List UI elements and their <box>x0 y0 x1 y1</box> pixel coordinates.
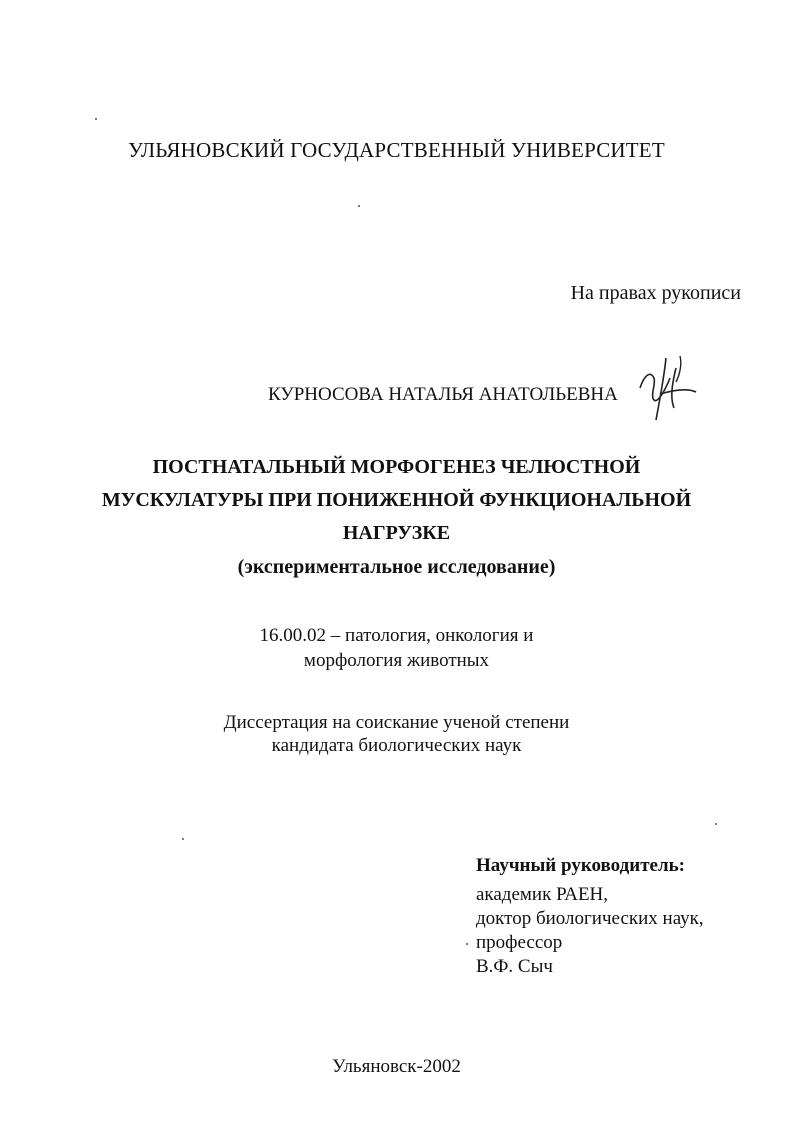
title-line-3: НАГРУЗКЕ <box>342 522 451 544</box>
scan-speck <box>466 943 468 945</box>
university-name: УЛЬЯНОВСКИЙ ГОСУДАРСТВЕННЫЙ УНИВЕРСИТЕТ <box>128 138 665 162</box>
subtitle: (экспериментальное исследование) <box>237 556 556 578</box>
specialty-line-1: 16.00.02 – патология, онкология и <box>259 625 534 646</box>
scan-speck <box>358 205 360 207</box>
title-line-2: МУСКУЛАТУРЫ ПРИ ПОНИЖЕННОЙ ФУНКЦИОНАЛЬНОЙ <box>101 489 692 511</box>
author-name: КУРНОСОВА НАТАЛЬЯ АНАТОЛЬЕВНА <box>268 384 618 405</box>
supervisor-name: В.Ф. Сыч <box>476 956 553 977</box>
supervisor-line-2: доктор биологических наук, <box>476 908 704 929</box>
manuscript-rights-note: На правах рукописи <box>570 282 741 304</box>
title-line-1: ПОСТНАТАЛЬНЫЙ МОРФОГЕНЕЗ ЧЕЛЮСТНОЙ <box>152 456 641 478</box>
supervisor-heading: Научный руководитель: <box>476 855 685 876</box>
scan-speck <box>715 823 717 825</box>
scan-speck <box>182 838 184 840</box>
scan-speck <box>95 118 97 120</box>
handwritten-signature <box>630 348 710 428</box>
city-year: Ульяновск-2002 <box>332 1056 461 1077</box>
supervisor-line-1: академик РАЕН, <box>476 884 609 905</box>
dissertation-line-2: кандидата биологических наук <box>271 735 522 756</box>
specialty-line-2: морфология животных <box>303 650 490 671</box>
dissertation-line-1: Диссертация на соискание ученой степени <box>223 712 570 733</box>
supervisor-line-3: профессор <box>476 932 563 953</box>
